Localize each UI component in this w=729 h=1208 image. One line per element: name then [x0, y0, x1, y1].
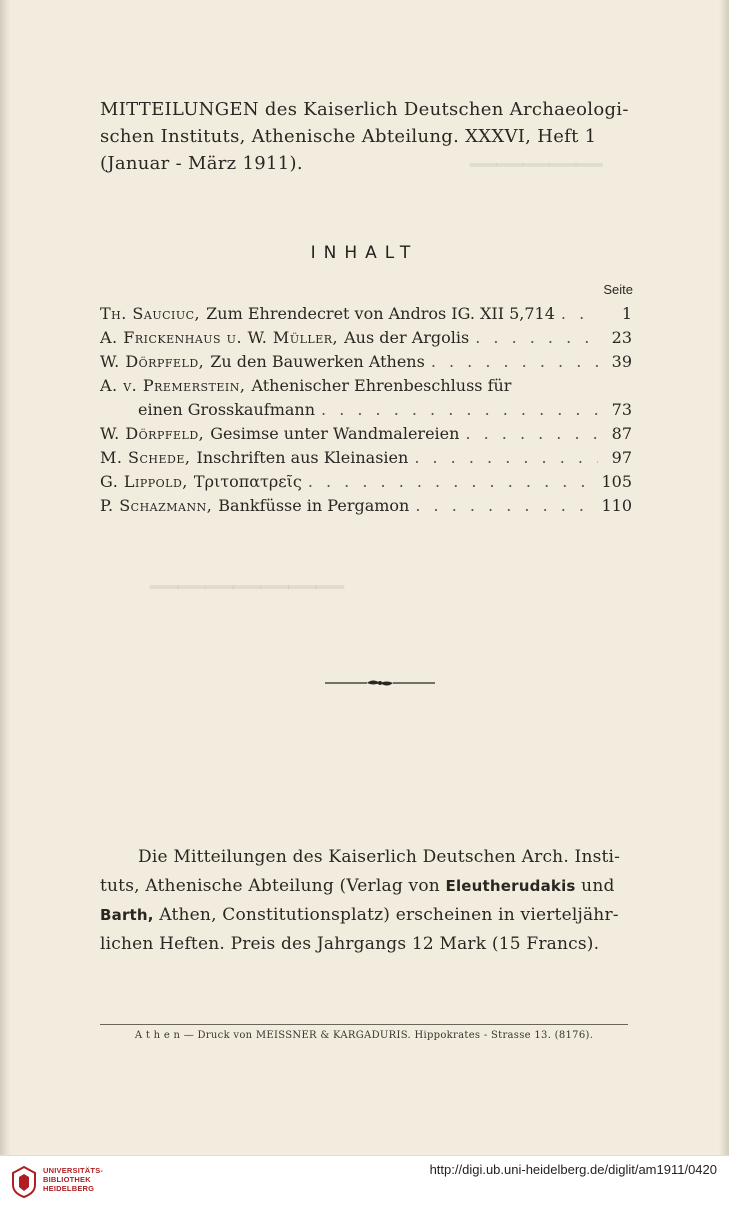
journal-header	[100, 96, 645, 177]
leader-dots	[415, 494, 595, 518]
library-footer-bar	[0, 1155, 729, 1208]
toc-page: 97	[611, 448, 632, 467]
library-name[interactable]	[43, 1166, 103, 1193]
notice-text: tuts, Athenische Abteilung (Verlag von	[100, 876, 446, 896]
notice-line-3	[100, 901, 636, 930]
toc-entry	[100, 326, 632, 350]
toc-entry	[100, 494, 632, 518]
publication-notice	[100, 843, 636, 959]
toc-entry-continuation	[100, 398, 632, 422]
leader-dots	[308, 470, 596, 494]
leader-dots	[431, 350, 598, 374]
toc-title: Τριτοπατρεῖς	[193, 472, 302, 491]
page-edge-right	[719, 0, 729, 1155]
library-name-line: UNIVERSITÄTS-	[43, 1166, 104, 1175]
toc-author: A. Frickenhaus u. W. Müller,	[100, 328, 339, 347]
toc-author: Th. Sauciuc,	[100, 304, 201, 323]
toc-author: G. Lippold,	[100, 472, 188, 491]
notice-line-1: Die Mitteilungen des Kaiserlich Deutschen Arch. Insti-	[138, 847, 621, 867]
leader-dots	[414, 446, 598, 470]
toc-author: A. v. Premerstein,	[100, 376, 246, 395]
toc-author: W. Dörpfeld,	[100, 424, 205, 443]
toc-page: 39	[611, 352, 632, 371]
permalink-url[interactable]: http://digi.ub.uni-heidelberg.de/diglit/am1911/0420	[429, 1162, 717, 1177]
library-name-line: BIBLIOTHEK	[43, 1175, 91, 1184]
university-library-logo-icon[interactable]	[9, 1165, 39, 1199]
toc-author: P. Schazmann,	[100, 496, 213, 515]
toc-page: 1	[621, 304, 632, 323]
notice-line-2	[100, 872, 636, 901]
ornament-divider	[325, 677, 435, 689]
show-through-title: ─────	[470, 140, 603, 191]
toc-title: Aus der Argolis	[344, 328, 470, 347]
toc-title: Athenischer Ehrenbeschluss für	[251, 376, 512, 395]
toc-title: Bankfüsse in Pergamon	[218, 496, 410, 515]
leader-dots	[561, 302, 598, 326]
toc-entry	[100, 350, 632, 374]
toc-title: Zum Ehrendecret von Andros IG. XII 5,714	[206, 304, 555, 323]
toc-page: 110	[601, 496, 632, 515]
toc-page: 87	[611, 424, 632, 443]
toc-heading: INHALT	[310, 243, 419, 263]
page-edge-left	[0, 0, 10, 1155]
toc-page: 23	[611, 328, 632, 347]
header-line-3: (Januar - März 1911).	[100, 153, 303, 174]
table-of-contents	[100, 302, 632, 518]
toc-entry	[100, 470, 632, 494]
library-name-line: HEIDELBERG	[43, 1184, 95, 1193]
notice-text: Athen, Constitutionsplatz) erscheinen in vierteljähr-	[153, 905, 619, 925]
toc-title: Inschriften aus Kleinasien	[196, 448, 409, 467]
toc-page: 105	[601, 472, 632, 491]
toc-entry	[100, 302, 632, 326]
printer-imprint: A t h e n — Druck von MEISSNER & KARGADURIS. Hippokrates - Strasse 13. (8176).	[134, 1030, 594, 1041]
toc-title: Zu den Bauwerken Athens	[210, 352, 425, 371]
leader-dots	[321, 398, 598, 422]
notice-text: und	[575, 876, 615, 896]
toc-author: M. Schede,	[100, 448, 191, 467]
footer-rule	[100, 1024, 628, 1025]
publisher-name: Eleutherudakis	[445, 877, 576, 895]
leader-dots	[465, 422, 598, 446]
toc-title: einen Grosskaufmann	[138, 400, 316, 419]
publisher-name: Barth,	[100, 906, 154, 924]
leader-dots	[475, 326, 598, 350]
toc-author: W. Dörpfeld,	[100, 352, 205, 371]
toc-page: 73	[611, 400, 632, 419]
toc-entry	[100, 374, 632, 398]
page-column-label: Seite	[603, 282, 633, 297]
notice-line-4: lichen Heften. Preis des Jahrgangs 12 Mark (15 Francs).	[100, 934, 600, 954]
header-line-1: MITTEILUNGEN des Kaiserlich Deutschen Archaeologi-	[100, 99, 629, 120]
toc-title: Gesimse unter Wandmalereien	[210, 424, 460, 443]
show-through-heading: ───────	[150, 560, 344, 614]
toc-entry	[100, 422, 632, 446]
header-line-2: schen Instituts, Athenische Abteilung. XXXVI, Heft 1	[100, 126, 597, 147]
toc-entry	[100, 446, 632, 470]
